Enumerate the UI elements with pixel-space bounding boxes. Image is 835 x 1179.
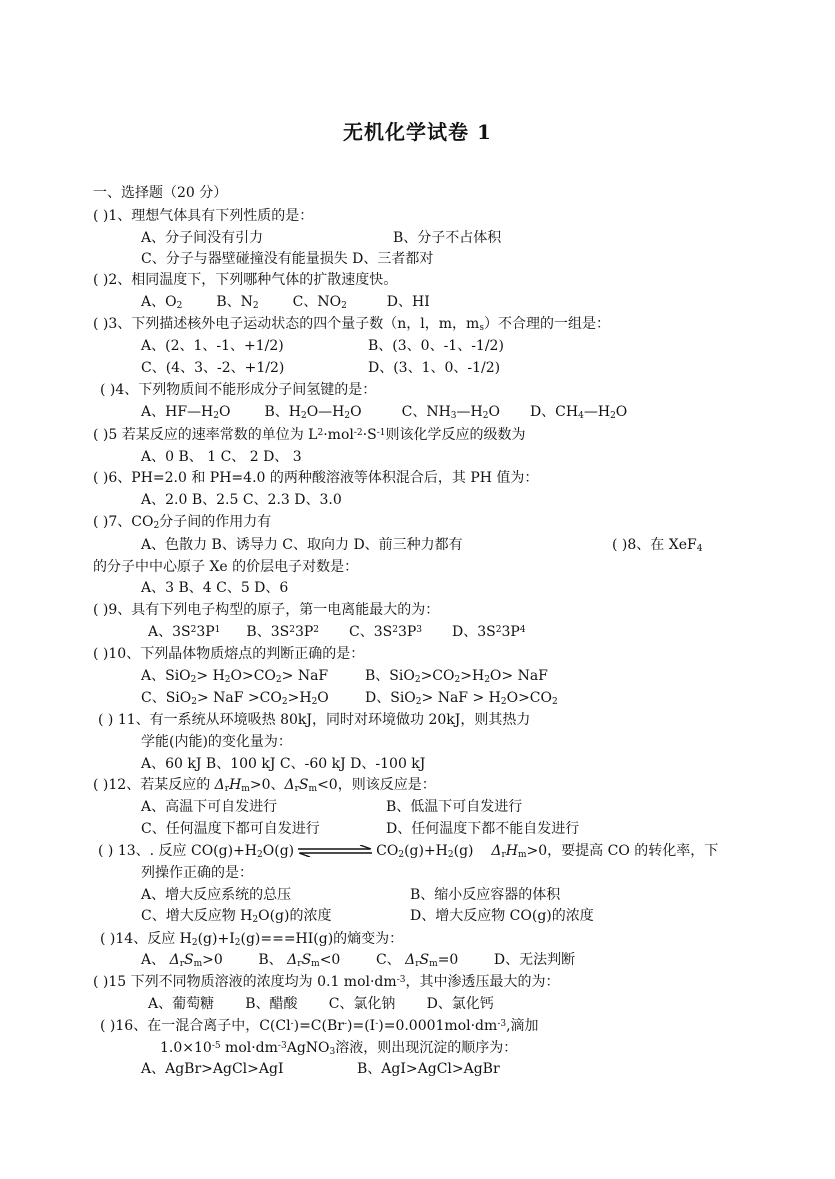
q13-option-d: D、增大反应物 CO(g)的浓度 (410, 908, 594, 924)
q8-options: A、3 B、4 C、5 D、6 (141, 580, 289, 596)
q1-option-cd: C、分子与器壁碰撞没有能量损失 D、三者都对 (141, 251, 434, 267)
q13-option-c: C、增大反应物 $H_2O(g)$的浓度 (141, 908, 332, 925)
q16-option-b: B、AgI>AgCl>AgBr (357, 1061, 500, 1077)
question-4: ( )4、下列物质间不能形成分子间氢键的是： (100, 382, 377, 398)
q13-option-b: B、缩小反应容器的体积 (410, 887, 561, 903)
q1-option-a: A、分子间没有引力 (141, 230, 264, 246)
question-2: ( )2、相同温度下，下列哪种气体的扩散速度快。 (93, 272, 398, 288)
q3-option-a: A、(2、1、-1、+1/2) (141, 338, 284, 354)
q11-options: A、60 kJ B、100 kJ C、-60 kJ D、-100 kJ (141, 756, 426, 772)
q1-option-b: B、分子不占体积 (393, 230, 502, 246)
question-14: ( )14、反应 $H_2(g)+I_2(g)===HI(g)$的熵变为： (100, 931, 404, 948)
question-15: ( )15 下列不同物质溶液的浓度均为 0.1 $mol\cdot dm^{-3}$，其中渗透压最大的为： (93, 974, 560, 990)
q7-options: A、色散力 B、诱导力 C、取向力 D、前三种力都有 (141, 537, 463, 553)
q15-options: A、葡萄糖 B、醋酸 C、氯化钠 D、氯化钙 (148, 996, 494, 1012)
question-16: ( )16、在一混合离子中，$C(Cl^-)=C(Br^-)=(I^-)=0.0001mol\cdot dm^{-3}$,滴加 (100, 1018, 539, 1034)
question-11-cont: 学能(内能)的变化量为： (141, 734, 292, 750)
q12-option-a: A、高温下可自发进行 (141, 799, 278, 815)
q10-option-a: A、$SiO_2> H_2O>CO_2>$ NaF (141, 668, 329, 685)
q10-option-b: B、$SiO_2>CO_2>H_2O>$ NaF (365, 668, 548, 685)
question-12: ( )12、若某反应的 $\Delta_rH_m>0$、$\Delta_rS_m<0$，则该反应是： (93, 777, 436, 794)
question-7: ( )7、$CO_2$分子间的作用力有 (93, 514, 272, 531)
q5-options: A、0 B、 1 C、 2 D、 3 (141, 449, 302, 465)
q12-option-d: D、任何温度下都不能自发进行 (386, 821, 580, 837)
question-13-cont: 列操作正确的是： (141, 865, 253, 881)
q3-option-b: B、(3、0、-1、-1/2) (368, 338, 504, 354)
q16-option-a: A、AgBr>AgCl>AgI (141, 1061, 284, 1077)
question-5: ( )5 若某反应的速率常数的单位为 $L^2\cdot mol^{-2}\cdot S^{-1}$则该化学反应的级数为 (93, 427, 526, 443)
question-1: ( )1、理想气体具有下列性质的是： (93, 208, 314, 224)
question-9: ( )9、具有下列电子构型的原子，第一电离能最大的为： (93, 602, 440, 618)
exam-title: 无机化学试卷 1 (343, 120, 492, 144)
question-6: ( )6、PH=2.0 和 PH=4.0 的两种酸溶液等体积混合后，其 PH 值为： (93, 470, 539, 486)
q3-option-d: D、(3、1、0、-1/2) (368, 360, 501, 376)
equilibrium-arrow-icon (296, 845, 374, 857)
q14-options: A、 $\Delta_rS_m>0$ B、 $\Delta_rS_m<0$ C、 $\Delta_rS_m=0$ D、无法判断 (141, 952, 576, 969)
question-11: ( ) 11、有一系统从环境吸热 80kJ，同时对环境做功 20kJ，则其热力 (98, 712, 531, 728)
section-heading: 一、选择题（20 分） (93, 185, 228, 201)
q10-option-d: D、SiO$_2$> NaF > $H_2O>CO_2$ (365, 690, 558, 707)
question-8-cont: 的分子中中心原子 Xe 的价层电子对数是： (93, 559, 359, 575)
q12-option-b: B、低温下可自发进行 (386, 799, 523, 815)
question-10: ( )10、下列晶体物质熔点的判断正确的是： (93, 646, 365, 662)
question-13: ( ) 13、. 反应 $CO(g)+H_2O(g)$ $CO_2(g)+H_2(g)$ $\Delta_rH_m>0$，要提高 CO 的转化率，下 (98, 843, 719, 860)
question-8: ( )8、在 XeF$_4$ (612, 537, 703, 554)
question-3: ( )3、下列描述核外电子运动状态的四个量子数（n，l，m，$m_s$）不合理的一组是： (93, 316, 610, 333)
q13-option-a: A、增大反应系统的总压 (141, 887, 292, 903)
q4-options: A、$HF—H_2O$ B、$H_2O—H_2O$ C、$NH_3—H_2O$ D、$CH_4—H_2O$ (141, 404, 628, 421)
q6-options: A、2.0 B、2.5 C、2.3 D、3.0 (141, 492, 342, 508)
question-16-cont: $1.0\times 10^{-5}$ $mol\cdot dm^{-3}AgNO_3$溶液，则出现沉淀的顺序为： (160, 1040, 518, 1057)
q2-options: A、$O_2$ B、$N_2$ C、$NO_2$ D、HI (141, 294, 430, 311)
q10-option-c: C、SiO$_2$> NaF $>CO_2>H_2O$ (141, 690, 329, 707)
q12-option-c: C、任何温度下都可自发进行 (141, 821, 320, 837)
q9-options: A、$3S^23P^1$ B、$3S^23P^2$ C、$3S^23P^3$ D、$3S^23P^4$ (148, 624, 526, 640)
q3-option-c: C、(4、3、-2、+1/2) (141, 360, 285, 376)
